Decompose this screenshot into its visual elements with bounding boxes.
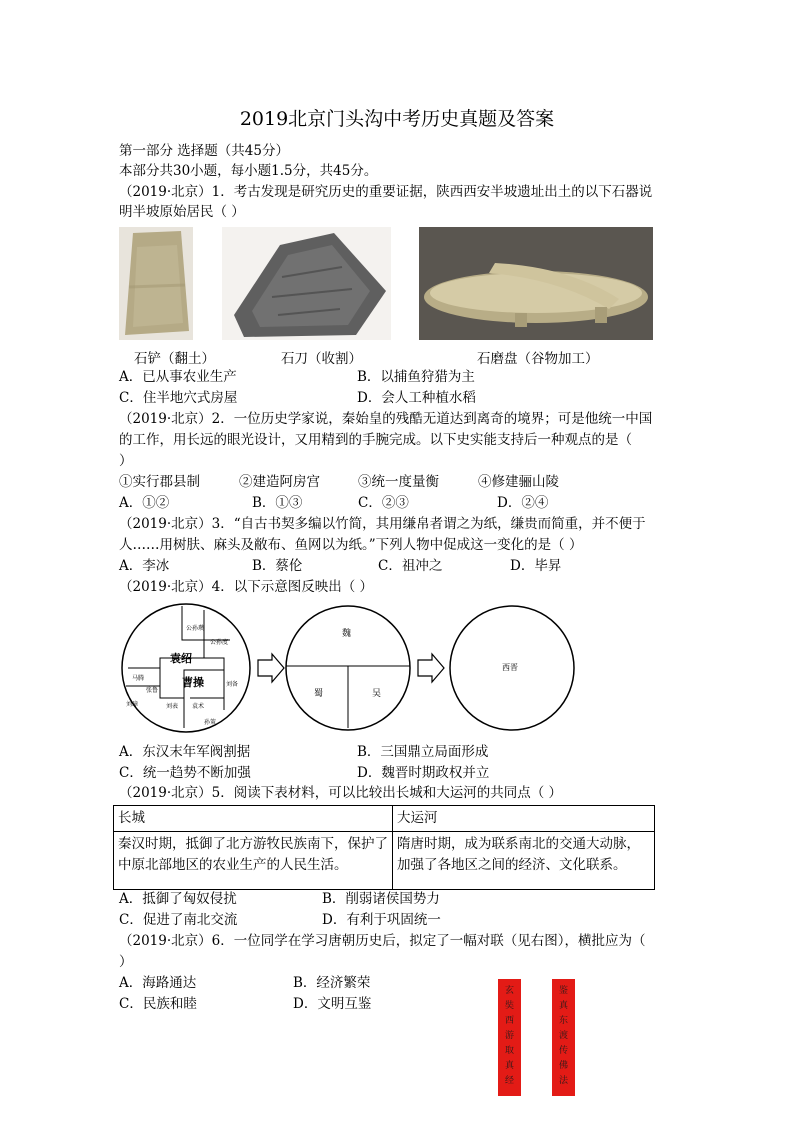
map-label-ma-teng: 马腾 — [132, 675, 145, 682]
q6-option-b[interactable]: B．经济繁荣 — [293, 975, 371, 991]
part1-note: 本部分共30小题，每小题1.5分，共45分。 — [119, 163, 378, 179]
map-label-liu-bei: 刘备 — [226, 681, 239, 688]
map-label-liu-zhang: 刘璋 — [126, 701, 139, 708]
q2-option-c[interactable]: C．②③ — [358, 495, 409, 511]
couplet-char: 传 — [558, 1046, 568, 1056]
arrow-icon — [258, 654, 284, 682]
comparison-table — [113, 805, 655, 890]
q3-option-b[interactable]: B．蔡伦 — [252, 558, 303, 574]
couplet-right-scroll — [552, 979, 575, 1096]
caption-stone-shovel: 石铲（翻土） — [134, 351, 215, 367]
q2-option-a[interactable]: A．①② — [119, 495, 170, 511]
q6-option-a[interactable]: A．海路通达 — [119, 975, 197, 991]
q3-option-c[interactable]: C．祖冲之 — [378, 558, 443, 574]
map-label-wu: 吴 — [372, 689, 382, 699]
page-title: 2019北京门头沟中考历史真题及答案 — [239, 108, 555, 130]
part1-heading: 第一部分 选择题（共45分） — [119, 143, 289, 159]
q6-stem-line1: （2019·北京）6．一位同学在学习唐朝历史后，拟定了一幅对联（见右图），横批应为（ — [119, 933, 646, 949]
map-label-shu: 蜀 — [314, 689, 324, 699]
couplet-char: 经 — [504, 1076, 514, 1086]
couplet-char: 佛 — [558, 1061, 568, 1071]
couplet-char: 真 — [558, 1001, 568, 1011]
q5-option-a[interactable]: A．抵御了匈奴侵扰 — [119, 891, 237, 907]
q2-item-4: ④修建骊山陵 — [478, 474, 559, 490]
grinding-slab-photo — [419, 227, 653, 340]
q2-stem-line3: ） — [119, 453, 133, 469]
q4-stem: （2019·北京）4．以下示意图反映出（ ） — [119, 579, 374, 595]
q4-option-d[interactable]: D．魏晋时期政权并立 — [357, 765, 490, 781]
q6-stem-line2: ） — [119, 954, 133, 970]
caption-stone-knife: 石刀（收割） — [281, 351, 362, 367]
couplet-left-scroll — [498, 979, 521, 1096]
stone-shovel-photo — [119, 227, 193, 340]
q4-option-b[interactable]: B．三国鼎立局面形成 — [357, 744, 489, 760]
map-label-cao-cao: 曹操 — [182, 676, 204, 689]
q1-option-a[interactable]: A．已从事农业生产 — [119, 369, 237, 385]
q2-item-3: ③统一度量衡 — [358, 474, 439, 490]
q3-stem-line2: 人……用树肤、麻头及敝布、鱼网以为纸。”下列人物中促成这一变化的是（ ） — [119, 537, 583, 553]
q2-item-1: ①实行郡县制 — [119, 474, 200, 490]
q1-option-d[interactable]: D．会人工种植水稻 — [357, 390, 476, 406]
q1-option-c[interactable]: C．住半地穴式房屋 — [119, 390, 238, 406]
q5-option-d[interactable]: D．有利于巩固统一 — [322, 912, 441, 928]
table-cell-grand-canal: 隋唐时期，成为联系南北的交通大动脉，加强了各地区之间的经济、文化联系。 — [393, 832, 655, 890]
q2-item-2: ②建造阿房宫 — [239, 474, 320, 490]
couplet-char: 西 — [504, 1016, 514, 1026]
map-label-yuan-shu: 袁术 — [192, 703, 205, 710]
table-cell-great-wall: 秦汉时期，抵御了北方游牧民族南下，保护了中原北部地区的农业生产的人民生活。 — [114, 832, 393, 890]
stone-knife-photo — [222, 227, 391, 340]
caption-grinding-slab: 石磨盘（谷物加工） — [477, 351, 599, 367]
couplet-char: 游 — [504, 1031, 514, 1041]
map-label-yuan-shao: 袁绍 — [170, 652, 192, 665]
q2-stem-line1: （2019·北京）2．一位历史学家说，秦始皇的残酷无道达到离奇的境界；可是他统一中国 — [119, 411, 653, 427]
map-label-zhang-lu: 张鲁 — [146, 687, 159, 694]
q2-stem-line2: 的工作，用长远的眼光设计，又用精到的手腕完成。以下史实能支持后一种观点的是（ — [119, 432, 632, 448]
couplet-char: 取 — [504, 1046, 514, 1056]
couplet-char: 鉴 — [558, 986, 568, 996]
q5-stem: （2019·北京）5．阅读下表材料，可以比较出长城和大运河的共同点（ ） — [119, 785, 563, 801]
q4-option-c[interactable]: C．统一趋势不断加强 — [119, 765, 251, 781]
couplet-char: 渡 — [558, 1031, 568, 1041]
arrow-icon — [418, 654, 444, 682]
q2-option-d[interactable]: D．②④ — [497, 495, 549, 511]
q1-stem-line2: 明半坡原始居民（ ） — [119, 204, 245, 220]
couplet-char: 玄 — [504, 986, 514, 996]
q3-option-a[interactable]: A．李冰 — [119, 558, 170, 574]
map-label-wei: 魏 — [342, 629, 352, 639]
q2-option-b[interactable]: B．①③ — [252, 495, 303, 511]
couplet-char: 奘 — [504, 1001, 514, 1011]
couplet-char: 东 — [558, 1016, 568, 1026]
table-header-great-wall: 长城 — [114, 806, 393, 832]
map-label-gongsun-du: 公孙度 — [210, 639, 229, 646]
map-label-gongsun-zan: 公孙瓒 — [186, 625, 205, 632]
q5-option-c[interactable]: C．促进了南北交流 — [119, 912, 238, 928]
q4-option-a[interactable]: A．东汉末年军阀割据 — [119, 744, 251, 760]
q3-stem-line1: （2019·北京）3．“自古书契多编以竹简，其用缣帛者谓之为纸，缣贵而简重，并不便于 — [119, 516, 646, 532]
couplet-char: 法 — [558, 1076, 568, 1086]
three-kingdoms-diagram — [120, 600, 582, 738]
q5-option-b[interactable]: B．削弱诸侯国势力 — [322, 891, 440, 907]
q1-option-b[interactable]: B．以捕鱼狩猎为主 — [357, 369, 475, 385]
q1-stem-line1: （2019·北京）1．考古发现是研究历史的重要证据，陕西西安半坡遗址出土的以下石器说 — [119, 184, 653, 200]
map-label-sun-ce: 孙策 — [204, 719, 217, 726]
table-header-grand-canal: 大运河 — [393, 806, 655, 832]
couplet-char: 真 — [504, 1061, 514, 1071]
map-label-western-jin: 西晋 — [502, 663, 518, 672]
q3-option-d[interactable]: D．毕昇 — [510, 558, 562, 574]
q6-option-c[interactable]: C．民族和睦 — [119, 996, 197, 1012]
q6-option-d[interactable]: D．文明互鉴 — [293, 996, 372, 1012]
map-label-liu-biao: 刘表 — [166, 703, 179, 710]
